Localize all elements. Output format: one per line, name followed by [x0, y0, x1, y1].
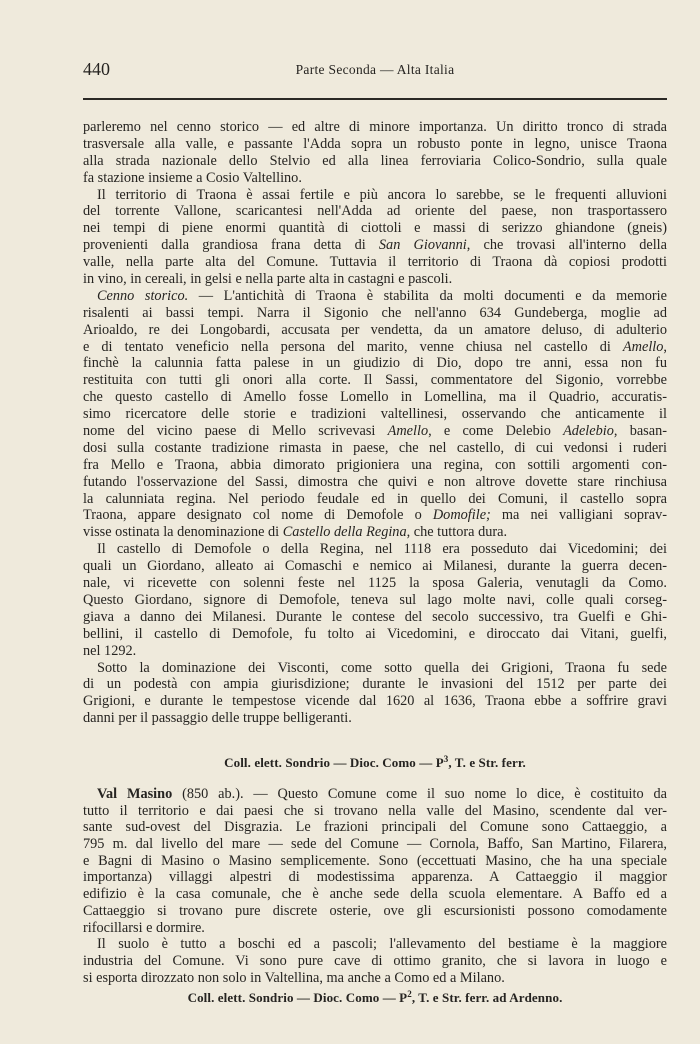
text-run: futando l'osservazione del Sassi, dimostra che quivi e non altrove dovette stare rinchiusa [83, 473, 667, 490]
text-run: sante sud-ovest del Disgrazia. Le frazioni principali del Comune sono Cattaeggio, a [83, 819, 667, 836]
text-line [83, 389, 667, 406]
text-run: 795 m. dal livello del mare — sede del Comune — Cornola, Baffo, San Martino, Filarera, [83, 836, 667, 853]
text-run: giava a danno dei Milanesi. Durante le contese del secolo successivo, tra Guelfi e Ghi- [83, 608, 667, 625]
text-run: rifocillarsi e dormire. [83, 919, 205, 936]
text-run: dosi sulla costante tradizione rimasta in paese, che nel castello, di cui vedonsi i ruderi [83, 439, 667, 456]
text-run: tutto il territorio e dai paesi che si trovano nella valle del Masino, scendente dal ver- [83, 802, 667, 819]
page-number: 440 [83, 59, 110, 79]
text-line [83, 372, 667, 389]
text-line [83, 786, 667, 803]
text-run: risalenti ai bassi tempi. Narra il Sigonio che nell'anno 634 Gundeberga, moglie ad [83, 304, 667, 321]
text-line [83, 853, 667, 870]
paragraph [83, 288, 667, 541]
text-run: fa stazione insieme a Cosio Valtellino. [83, 169, 302, 186]
text-run: finchè la calunnia fatta palese in un giudizio di Dio, dopo tre anni, essa non fu [83, 355, 667, 372]
italic-text: Adelebio [563, 423, 614, 440]
header-rule [83, 98, 667, 100]
text-line [83, 886, 667, 903]
text-line [83, 406, 667, 423]
text-run: Cattaeggio si trovano pure discrete osterie, ove gli escursionisti possono comodamente [83, 902, 667, 919]
text-run: simo ricercatore delle storie e tradizioni valtellinesi, osservando che anticamente il [83, 406, 667, 423]
text-line [83, 491, 667, 508]
text-line [83, 237, 667, 254]
text-line [83, 970, 667, 987]
text-run: ma nei valligiani soprav- [490, 507, 667, 524]
paragraph [83, 660, 667, 728]
text-run: Il castello di Demofole o della Regina, nel 1118 era posseduto dai Vicedomini; dei [97, 541, 667, 558]
section-traona-text [83, 119, 667, 727]
text-line [83, 136, 667, 153]
text-run: Il territorio di Traona è assai fertile e più ancora lo sarebbe, se le frequenti alluvioni [97, 186, 667, 203]
text-run: industria del Comune. Vi sono pure cave di ottimo granito, che si lavora in luogo e [83, 952, 667, 969]
text-line [83, 271, 667, 288]
text-run: Sotto la dominazione dei Visconti, come sotto quella dei Grigioni, Traona fu sede [97, 659, 667, 676]
text-run: nome del vicino paese di Mello scrivevasi [83, 423, 388, 440]
text-run: e Bagni di Masino o Masino semplicemente. Sono (eccettuati Masino, che ha una speciale [83, 852, 667, 869]
text-run: , che trovasi all'interno della [466, 237, 667, 254]
italic-text: San Giovanni [378, 237, 467, 254]
text-line [83, 288, 667, 305]
text-run: danni per il passaggio delle truppe belligeranti. [83, 710, 352, 727]
text-run: Questo Giordano, signore di Demofole, teneva sul lago molte navi, colle quali corseg- [83, 591, 667, 608]
text-line [83, 220, 667, 237]
italic-text: Amello [622, 338, 664, 355]
superscript: 2 [407, 989, 412, 999]
text-line [83, 592, 667, 609]
text-run: quali un Giordano, alleato ai Comaschi e nemico ai Milanesi, durante la guerra decen- [83, 558, 667, 575]
text-run: nel 1292. [83, 642, 137, 659]
paragraph [83, 936, 667, 986]
text-run: bellini, il castello di Demofole, fu tolto ai Vicedomini, e diroccato dai Vitani, guelfi, [83, 625, 667, 642]
text-run: visse ostinata la denominazione di [83, 524, 283, 541]
text-line [83, 187, 667, 204]
text-line [83, 440, 667, 457]
text-line [83, 609, 667, 626]
text-run: importanza) villaggi alpestri di modestissima apparenza. A Cattaeggio il maggior [83, 869, 667, 886]
text-line [83, 305, 667, 322]
text-line [83, 524, 667, 541]
text-line [83, 119, 667, 136]
text-run: in vino, in cereali, in gelsi e nella parte alta in castagni e pascoli. [83, 271, 453, 288]
text-run: Grigioni, e durante le tempestose vicende dal 1620 al 1636, Traona ebbe a soffrire gravi [83, 693, 667, 710]
text-line [83, 710, 667, 727]
text-line [83, 803, 667, 820]
text-run: Coll. elett. Sondrio — Dioc. Como — P [224, 755, 444, 770]
text-line [83, 693, 667, 710]
paragraph [83, 786, 667, 936]
paragraph [83, 119, 667, 187]
text-line [83, 423, 667, 440]
section-val-masino-text [83, 786, 667, 986]
paragraph [83, 541, 667, 659]
text-run: si esporta dirozzato non solo in Valtellina, ma anche a Como ed a Milano. [83, 969, 505, 986]
text-line [83, 920, 667, 937]
text-run: Il suolo è tutto a boschi ed a pascoli; l'allevamento del bestiame è la maggiore [97, 936, 667, 953]
text-run: alla strada nazionale dello Stelvio ed alla linea ferroviaria Colico-Sondrio, sulla quale [83, 152, 667, 169]
text-run: Traona, appare designato col nome di Demofole o [83, 507, 433, 524]
text-line [83, 474, 667, 491]
bold-heading: Val Masino [97, 786, 173, 802]
text-run: , e come Delebio [428, 423, 564, 440]
text-run: trasversale alla valle, e passante l'Adda sopra un robusto ponte in legno, unisce Traona [83, 135, 667, 152]
text-line [83, 676, 667, 693]
text-line [83, 626, 667, 643]
text-run: , che tuttora dura. [406, 524, 508, 541]
text-run: nei tempi di piene enormi quantità di ciottoli e massi di serizzo ghiandone (gneis) [83, 220, 667, 237]
text-line [83, 322, 667, 339]
text-line [83, 643, 667, 660]
text-run: la calunniata regina. Nel periodo feudale ed in quello dei Comuni, il castello sopra [83, 490, 667, 507]
text-run: nale, vi ricevette con solenni feste nel 1125 la sposa Galeria, venutagli da Como. [83, 575, 667, 592]
text-line [83, 575, 667, 592]
text-run: (850 ab.). — Questo Comune come il suo nome lo dice, è costituito da [172, 786, 667, 802]
text-run: , T. e Str. ferr. [448, 755, 526, 770]
text-line [83, 541, 667, 558]
text-run: , basan- [613, 423, 668, 440]
text-line [83, 507, 667, 524]
italic-text: Amello [387, 423, 429, 440]
text-line [83, 936, 667, 953]
text-run: provenienti dalla grandiosa frana detta di [83, 237, 379, 254]
text-line [83, 355, 667, 372]
text-line [83, 170, 667, 187]
italic-text: Domofile; [432, 507, 491, 524]
text-run: fra Mello e Traona, abbia dimorato prigioniera una regina, con sottili argomenti con- [83, 456, 667, 473]
text-run: — L'antichità di Traona è stabilita da molti documenti e da memorie [188, 287, 667, 304]
electoral-footer-line [0, 754, 700, 771]
text-run: , [663, 338, 667, 355]
text-line [83, 869, 667, 886]
superscript: 3 [443, 754, 449, 764]
text-run: Arioaldo, re dei Longobardi, accusata per vendetta, da un amatore deluso, di adulterio [83, 321, 667, 338]
text-run: di un podestà con ampia giurisdizione; durante le invasioni del 1512 per parte dei [83, 676, 667, 693]
text-run: restituita con tutti gli onori alla corte. Il Sassi, commentatore del Sigonio, vorrebbe [83, 372, 667, 389]
paragraph [83, 187, 667, 288]
text-line [83, 254, 667, 271]
text-line [83, 153, 667, 170]
text-line [83, 836, 667, 853]
text-run: , T. e Str. ferr. ad Ardenno. [411, 990, 563, 1005]
text-line [83, 203, 667, 220]
text-run: valle, nella parte alta del Comune. Tuttavia il territorio di Traona dà copiosi prodotti [83, 254, 667, 271]
text-run: e di tentato veneficio nella persona del marito, venne chiusa nel castello di [83, 338, 623, 355]
italic-text: Castello della Regina [282, 524, 407, 541]
text-line [83, 819, 667, 836]
text-line [83, 558, 667, 575]
text-run: del torrente Vallone, scaricantesi nell'Adda ad oriente del paese, non trasportassero [83, 203, 667, 220]
text-run: Coll. elett. Sondrio — Dioc. Como — P [187, 990, 408, 1005]
text-run: parleremo nel cenno storico — ed altre di minore importanza. Un diritto tronco di strada [83, 119, 667, 135]
text-line [83, 339, 667, 356]
text-line [83, 953, 667, 970]
running-title: Parte Seconda — Alta Italia [295, 62, 455, 77]
text-line [83, 903, 667, 920]
text-line [83, 457, 667, 474]
electoral-footer-line [0, 989, 700, 1006]
text-run: che questo castello di Amello fosse Lomello in Lomellina, ma il Quadrio, accuratis- [83, 389, 667, 406]
italic-text: Cenno storico. [97, 287, 189, 304]
text-run: edifizio è la casa comunale, che è anche sede della scuola elementare. A Baffo ed a [83, 886, 667, 903]
text-line [83, 660, 667, 677]
